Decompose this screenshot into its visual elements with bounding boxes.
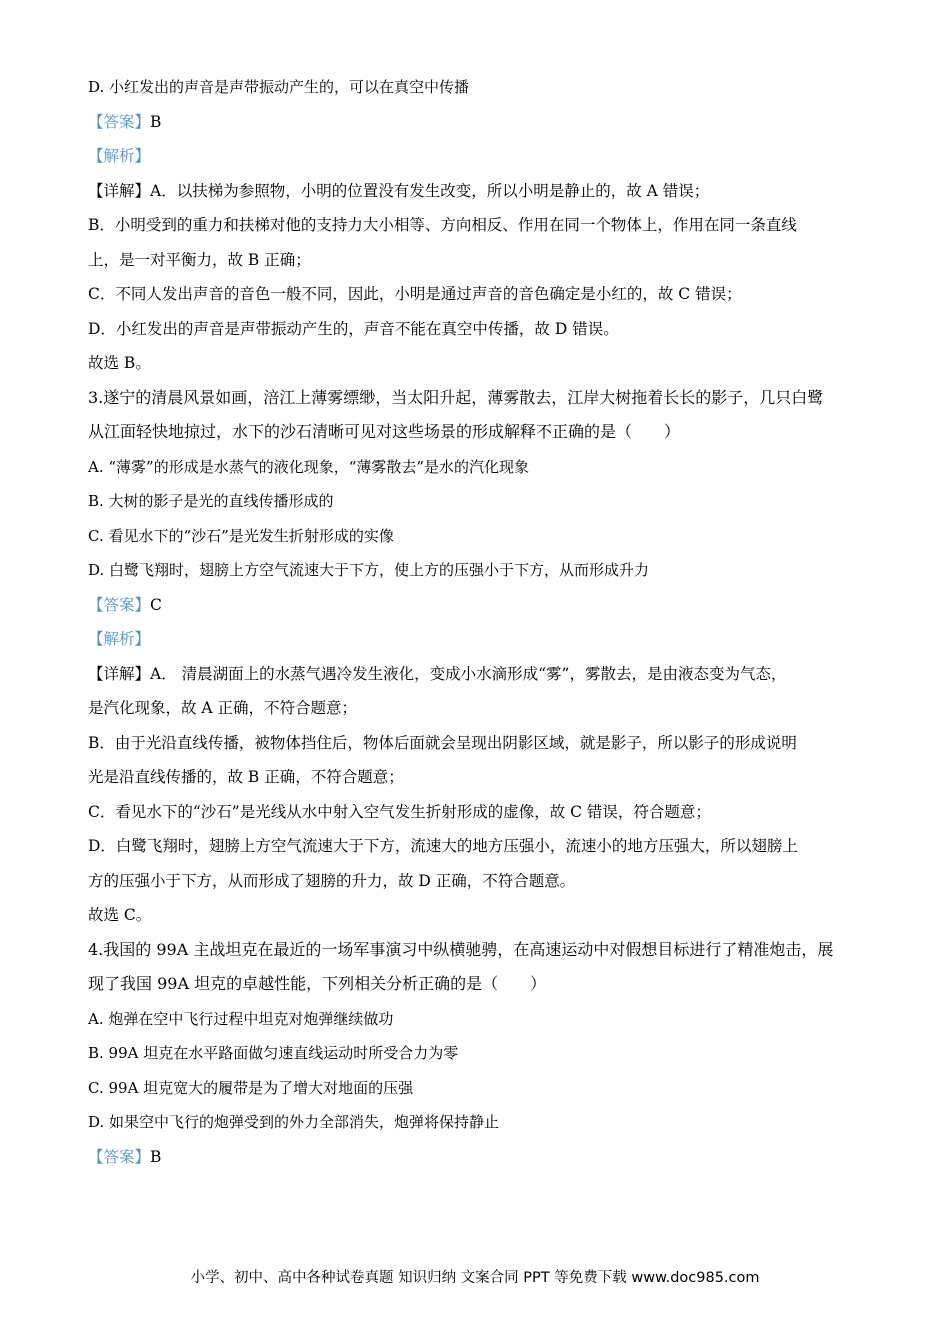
text-line [88, 484, 863, 519]
section-tag: 【答案】 [88, 1147, 151, 1166]
line-text: 光是沿直线传播的，故 B 正确，不符合题意； [88, 768, 404, 786]
text-line [88, 898, 863, 933]
line-text: A. 炮弹在空中飞行过程中坦克对炮弹继续做功 [88, 1009, 394, 1028]
page-footer: 小学、初中、高中各种试卷真题 知识归纳 文案合同 PPT 等免费下载 www.doc985.com [190, 1270, 760, 1286]
text-line [88, 829, 863, 864]
line-text: D．白鹭飞翔时，翅膀上方空气流速大于下方，流速大的地方压强小，流速小的地方压强大，所以翅膀上 [88, 837, 798, 855]
line-text: 故选 C。 [88, 906, 152, 924]
text-line [88, 519, 863, 554]
line-text: D．小红发出的声音是声带振动产生的，声音不能在真空中传播，故 D 错误。 [88, 319, 619, 338]
line-text: B [150, 112, 162, 131]
text-line [88, 1140, 863, 1175]
line-text: C．不同人发出声音的音色一般不同，因此，小明是通过声音的音色确定是小红的，故 C 错误； [88, 285, 742, 303]
line-text: 方的压强小于下方，从而形成了翅膀的升力，故 D 正确，不符合题意。 [88, 871, 576, 890]
text-line [88, 450, 863, 485]
text-line [88, 346, 863, 381]
text-line [88, 312, 863, 347]
line-text: 【详解】A． 清晨湖面上的水蒸气遇冷发生液化，变成小水滴形成“雾”，雾散去，是由液态变为气态， [88, 664, 787, 683]
section-tag: 【答案】 [88, 595, 151, 614]
line-text: A. “薄雾”的形成是水蒸气的液化现象，“薄雾散去”是水的汽化现象 [88, 457, 530, 476]
text-line [88, 243, 863, 278]
section-tag: 【解析】 [88, 630, 151, 648]
line-text: D. 如果空中飞行的炮弹受到的外力全部消失，炮弹将保持静止 [88, 1113, 500, 1131]
line-text: B. 99A 坦克在水平路面做匀速直线运动时所受合力为零 [88, 1044, 459, 1062]
text-line [88, 1105, 863, 1140]
document-body [88, 70, 863, 1174]
text-line [88, 622, 863, 657]
text-line [88, 70, 863, 105]
line-text: C．看见水下的“沙石”是光线从水中射入空气发生折射形成的虚像，故 C 错误，符合题意； [88, 802, 711, 821]
text-line [88, 174, 863, 209]
line-text: C [150, 595, 162, 614]
text-line [88, 1002, 863, 1037]
line-text: D. 白鹭飞翔时，翅膀上方空气流速大于下方，使上方的压强小于下方，从而形成升力 [88, 561, 650, 579]
line-text: 现了我国 99A 坦克的卓越性能，下列相关分析正确的是（ ） [88, 974, 547, 993]
line-text: B. 大树的影子是光的直线传播形成的 [88, 492, 334, 510]
text-line [88, 1071, 863, 1106]
text-line [88, 588, 863, 623]
line-text: C. 99A 坦克宽大的履带是为了增大对地面的压强 [88, 1078, 414, 1097]
section-tag: 【解析】 [88, 147, 151, 165]
line-text: 是汽化现象，故 A 正确，不符合题意； [88, 699, 358, 717]
line-text: 4.我国的 99A 主战坦克在最近的一场军事演习中纵横驰骋，在高速运动中对假想目标进行了精准炮击，展 [88, 939, 834, 959]
text-line [88, 1036, 863, 1071]
line-text: 3.遂宁的清晨风景如画，涪江上薄雾缥缈，当太阳升起，薄雾散去，江岸大树拖着长长的影子，几只白鹭 [88, 387, 824, 407]
text-line [88, 760, 863, 795]
text-line [88, 105, 863, 140]
line-text: B．由于光沿直线传播，被物体挡住后，物体后面就会呈现出阴影区域，就是影子，所以影子的形成说明 [88, 733, 797, 752]
line-text: 从江面轻快地掠过，水下的沙石清晰可见对这些场景的形成解释不正确的是（ ） [88, 422, 681, 441]
line-text: D. 小红发出的声音是声带振动产生的，可以在真空中传播 [88, 78, 470, 96]
text-line [88, 277, 863, 312]
line-text: B．小明受到的重力和扶梯对他的支持力大小相等、方向相反、作用在同一个物体上，作用在同一条直线 [88, 216, 797, 234]
text-line [88, 933, 863, 968]
text-line [88, 415, 863, 450]
text-line [88, 553, 863, 588]
line-text: C. 看见水下的“沙石”是光发生折射形成的实像 [88, 526, 394, 545]
text-line [88, 139, 863, 174]
line-text: 【详解】A．以扶梯为参照物，小明的位置没有发生改变，所以小明是静止的，故 A 错误； [88, 181, 710, 200]
text-line [88, 381, 863, 416]
line-text: B [150, 1147, 162, 1166]
text-line [88, 691, 863, 726]
text-line [88, 208, 863, 243]
section-tag: 【答案】 [88, 112, 151, 131]
text-line [88, 864, 863, 899]
line-text: 故选 B。 [88, 354, 151, 372]
text-line [88, 726, 863, 761]
line-text: 上，是一对平衡力，故 B 正确； [88, 250, 311, 269]
text-line [88, 657, 863, 692]
text-line [88, 967, 863, 1002]
text-line [88, 795, 863, 830]
